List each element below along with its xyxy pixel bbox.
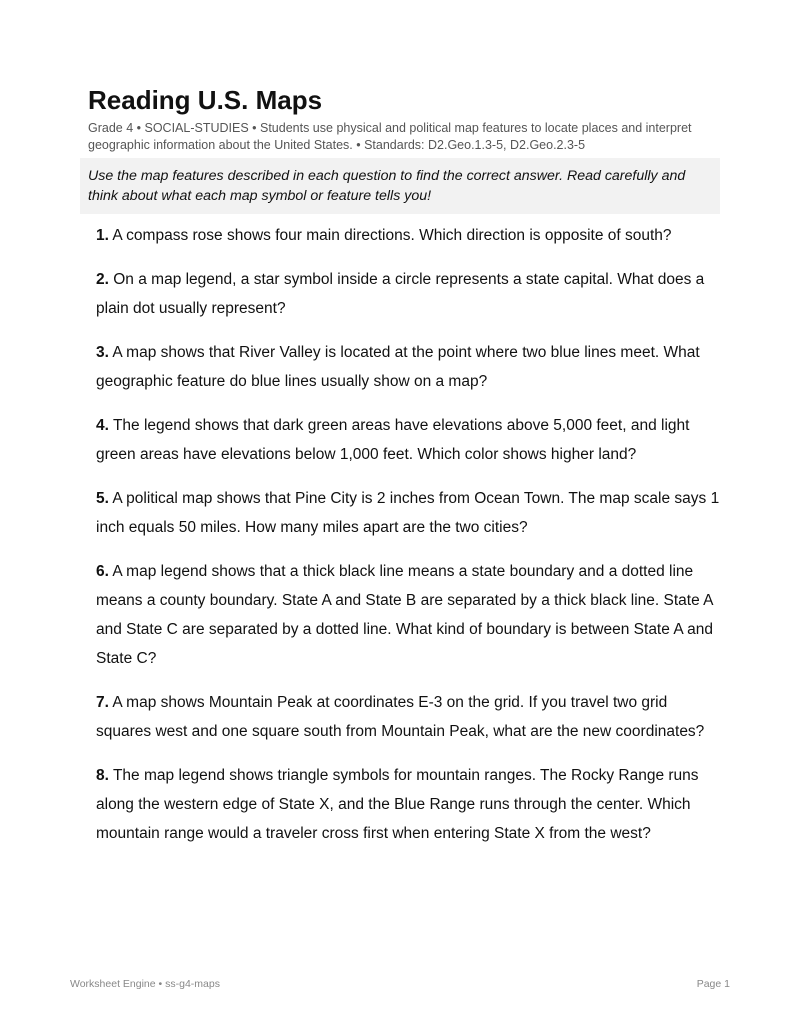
question-item: [96, 761, 720, 848]
question-item: [96, 338, 720, 396]
question-text: The legend shows that dark green areas have elevations above 5,000 feet, and light green areas have elevations below 1,000 feet. Which color shows higher land?: [96, 417, 690, 463]
worksheet-metadata: Grade 4 • SOCIAL-STUDIES • Students use physical and political map features to locate places and interpret geographic information about the United States. • Standards: D2.Geo.1.3-5, D2.Geo.2.3-5: [88, 121, 692, 152]
question-item: [96, 688, 720, 746]
question-item: [96, 221, 720, 250]
question-number: 2.: [96, 271, 109, 288]
question-text: The map legend shows triangle symbols for mountain ranges. The Rocky Range runs along the western edge of State X, and the Blue Range runs through the center. Which mountain range would a traveler cross first when entering State X from the west?: [96, 767, 699, 842]
question-item: [96, 557, 720, 673]
question-number: 5.: [96, 490, 109, 507]
question-text: A map legend shows that a thick black line means a state boundary and a dotted line means a county boundary. State A and State B are separated by a thick black line. State A and State C are separated by a dotted line. What kind of boundary is between State A and State C?: [96, 563, 713, 667]
question-text: A compass rose shows four main directions. Which direction is opposite of south?: [112, 227, 672, 244]
question-item: [96, 265, 720, 323]
question-text: A political map shows that Pine City is 2 inches from Ocean Town. The map scale says 1 inch equals 50 miles. How many miles apart are the two cities?: [96, 490, 720, 536]
question-list: [96, 221, 720, 863]
page-title: Reading U.S. Maps: [88, 85, 323, 115]
question-item: [96, 411, 720, 469]
page-number: Page 1: [696, 978, 730, 990]
question-number: 4.: [96, 417, 109, 434]
question-text: On a map legend, a star symbol inside a circle represents a state capital. What does a plain dot usually represent?: [96, 271, 705, 317]
question-text: A map shows that River Valley is located at the point where two blue lines meet. What geographic feature do blue lines usually show on a map?: [96, 344, 700, 390]
footer-source: Worksheet Engine • ss-g4-maps: [70, 978, 220, 990]
question-number: 7.: [96, 694, 109, 711]
question-number: 6.: [96, 563, 109, 580]
question-number: 3.: [96, 344, 109, 361]
question-item: [96, 484, 720, 542]
question-number: 1.: [96, 227, 109, 244]
instructions-box: Use the map features described in each question to find the correct answer. Read carefully and think about what each map symbol or feature tells you!: [80, 158, 720, 214]
question-text: A map shows Mountain Peak at coordinates E-3 on the grid. If you travel two grid squares west and one square south from Mountain Peak, what are the new coordinates?: [96, 694, 705, 740]
question-number: 8.: [96, 767, 109, 784]
